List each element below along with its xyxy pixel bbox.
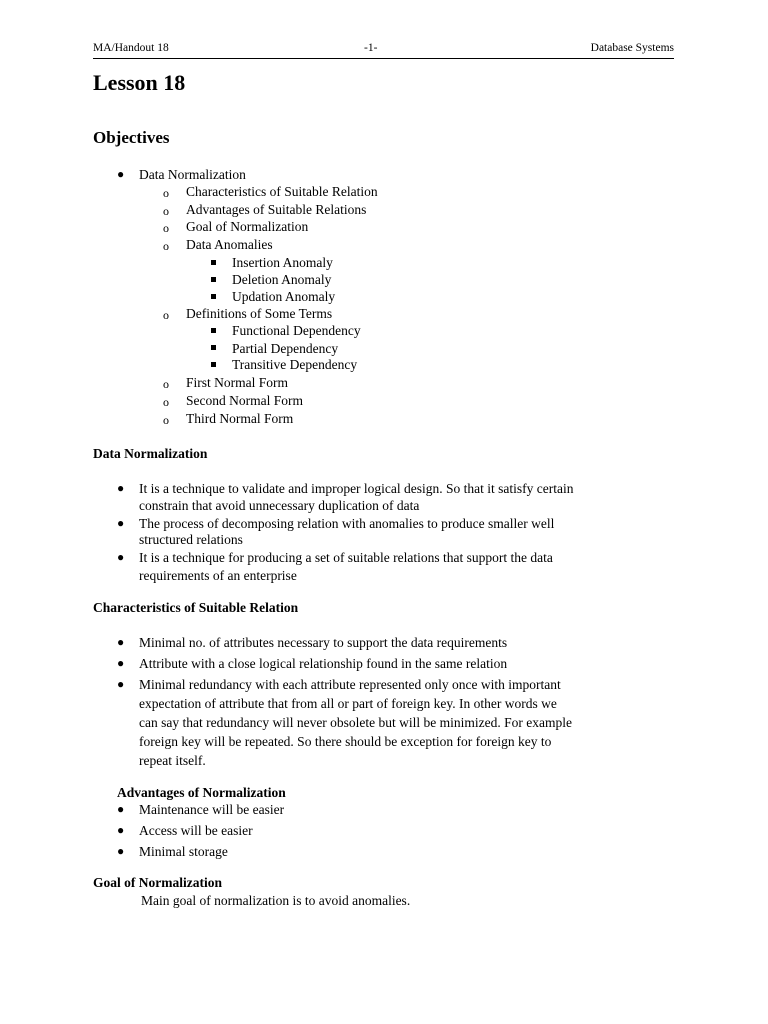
- header-handout: MA/Handout 18: [93, 42, 169, 54]
- square-bullet-icon: [211, 362, 216, 367]
- bullet-icon: ●: [117, 677, 125, 691]
- lesson-title: Lesson 18: [93, 70, 186, 95]
- paragraph-line: It is a technique to validate and improper logical design. So that it satisfy certain: [139, 481, 574, 496]
- sub-bullet-icon: o: [163, 186, 169, 200]
- paragraph-line: The process of decomposing relation with anomalies to produce smaller well: [139, 516, 555, 531]
- objective-sub: Characteristics of Suitable Relation: [186, 184, 378, 199]
- header-rule: [93, 58, 674, 59]
- bullet-icon: ●: [117, 167, 125, 181]
- sub-bullet-icon: o: [163, 221, 169, 235]
- goal-heading: Goal of Normalization: [93, 875, 222, 890]
- objective-subsub: Partial Dependency: [232, 341, 339, 356]
- paragraph-line: Minimal no. of attributes necessary to support the data requirements: [139, 635, 508, 650]
- paragraph-line: Attribute with a close logical relationship found in the same relation: [139, 656, 508, 671]
- advantage-item: Access will be easier: [139, 823, 253, 838]
- sub-bullet-icon: o: [163, 239, 169, 253]
- objective-sub: Advantages of Suitable Relations: [186, 202, 367, 217]
- advantages-heading: Advantages of Normalization: [117, 785, 286, 800]
- objective-sub: Third Normal Form: [186, 411, 294, 426]
- square-bullet-icon: [211, 294, 216, 299]
- sub-bullet-icon: o: [163, 204, 169, 218]
- characteristics-heading: Characteristics of Suitable Relation: [93, 600, 299, 615]
- objective-subsub: Updation Anomaly: [232, 289, 336, 304]
- objective-main: Data Normalization: [139, 167, 246, 182]
- page-header: [93, 42, 674, 58]
- advantage-item: Minimal storage: [139, 844, 228, 859]
- bullet-icon: ●: [117, 823, 125, 837]
- paragraph-line: can say that redundancy will never obsolete but will be minimized. For example: [139, 715, 573, 730]
- paragraph-line: It is a technique for producing a set of suitable relations that support the data: [139, 550, 553, 565]
- sub-bullet-icon: o: [163, 395, 169, 409]
- objective-sub: Definitions of Some Terms: [186, 306, 333, 321]
- data-normalization-heading: Data Normalization: [93, 446, 208, 461]
- paragraph-line: expectation of attribute that from all or part of foreign key. In other words we: [139, 696, 557, 711]
- paragraph-line: constrain that avoid unnecessary duplication of data: [139, 498, 420, 513]
- bullet-icon: ●: [117, 481, 125, 495]
- paragraph-line: Minimal redundancy with each attribute represented only once with important: [139, 677, 561, 692]
- square-bullet-icon: [211, 277, 216, 282]
- objectives-heading: Objectives: [93, 128, 170, 147]
- objective-sub: First Normal Form: [186, 375, 289, 390]
- square-bullet-icon: [211, 260, 216, 265]
- bullet-icon: ●: [117, 656, 125, 670]
- header-course: Database Systems: [590, 42, 674, 54]
- objective-subsub: Insertion Anomaly: [232, 255, 333, 270]
- paragraph-line: requirements of an enterprise: [139, 568, 297, 583]
- bullet-icon: ●: [117, 516, 125, 530]
- objective-sub: Data Anomalies: [186, 237, 273, 252]
- advantage-item: Maintenance will be easier: [139, 802, 285, 817]
- paragraph-line: foreign key will be repeated. So there should be exception for foreign key to: [139, 734, 552, 749]
- sub-bullet-icon: o: [163, 308, 169, 322]
- objective-subsub: Transitive Dependency: [232, 357, 358, 372]
- bullet-icon: ●: [117, 550, 125, 564]
- goal-text: Main goal of normalization is to avoid anomalies.: [141, 893, 411, 908]
- paragraph-line: repeat itself.: [139, 753, 206, 768]
- square-bullet-icon: [211, 328, 216, 333]
- objective-sub: Second Normal Form: [186, 393, 303, 408]
- square-bullet-icon: [211, 345, 216, 350]
- bullet-icon: ●: [117, 635, 125, 649]
- objective-subsub: Deletion Anomaly: [232, 272, 332, 287]
- sub-bullet-icon: o: [163, 413, 169, 427]
- objective-sub: Goal of Normalization: [186, 219, 309, 234]
- paragraph-line: structured relations: [139, 532, 243, 547]
- bullet-icon: ●: [117, 802, 125, 816]
- objective-subsub: Functional Dependency: [232, 323, 361, 338]
- header-page-number: -1-: [364, 42, 378, 54]
- bullet-icon: ●: [117, 844, 125, 858]
- sub-bullet-icon: o: [163, 377, 169, 391]
